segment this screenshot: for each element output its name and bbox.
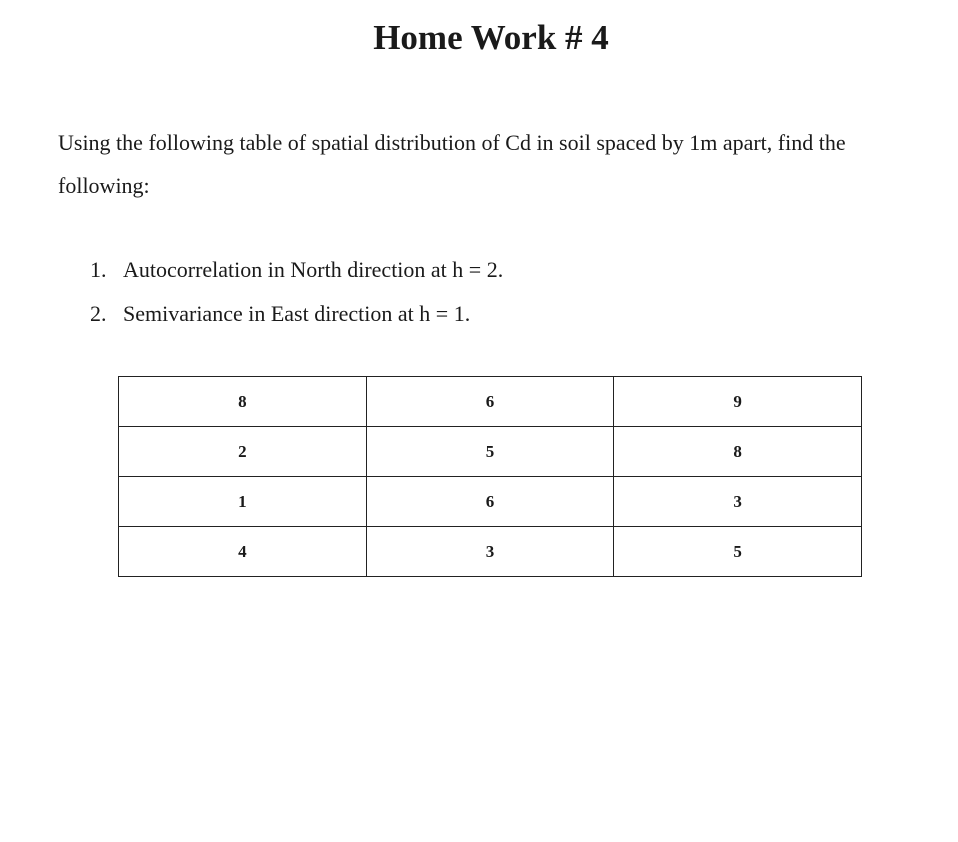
table-cell: 4 <box>119 527 367 577</box>
table-cell: 8 <box>614 427 862 477</box>
page-title: Home Work # 4 <box>373 18 609 57</box>
table-cell: 3 <box>366 527 614 577</box>
task-item <box>90 248 503 292</box>
cd-distribution-table <box>118 376 862 577</box>
task-list <box>90 248 503 336</box>
task-number: 2. <box>90 301 107 326</box>
task-number: 1. <box>90 257 107 282</box>
table-cell: 8 <box>119 377 367 427</box>
table-cell: 3 <box>614 477 862 527</box>
table-cell: 9 <box>614 377 862 427</box>
task-item <box>90 292 503 336</box>
table-cell: 6 <box>366 377 614 427</box>
task-text: Autocorrelation in North direction at h = 2. <box>123 257 504 282</box>
table-cell: 6 <box>366 477 614 527</box>
table-cell: 5 <box>614 527 862 577</box>
table-cell: 1 <box>119 477 367 527</box>
table-cell: 5 <box>366 427 614 477</box>
table-cell: 2 <box>119 427 367 477</box>
table-row <box>119 527 862 577</box>
table-row <box>119 477 862 527</box>
task-text: Semivariance in East direction at h = 1. <box>123 301 471 326</box>
table-row <box>119 377 862 427</box>
intro-paragraph: Using the following table of spatial distribution of Cd in soil spaced by 1m apart, find the following: <box>58 130 846 198</box>
table-row <box>119 427 862 477</box>
